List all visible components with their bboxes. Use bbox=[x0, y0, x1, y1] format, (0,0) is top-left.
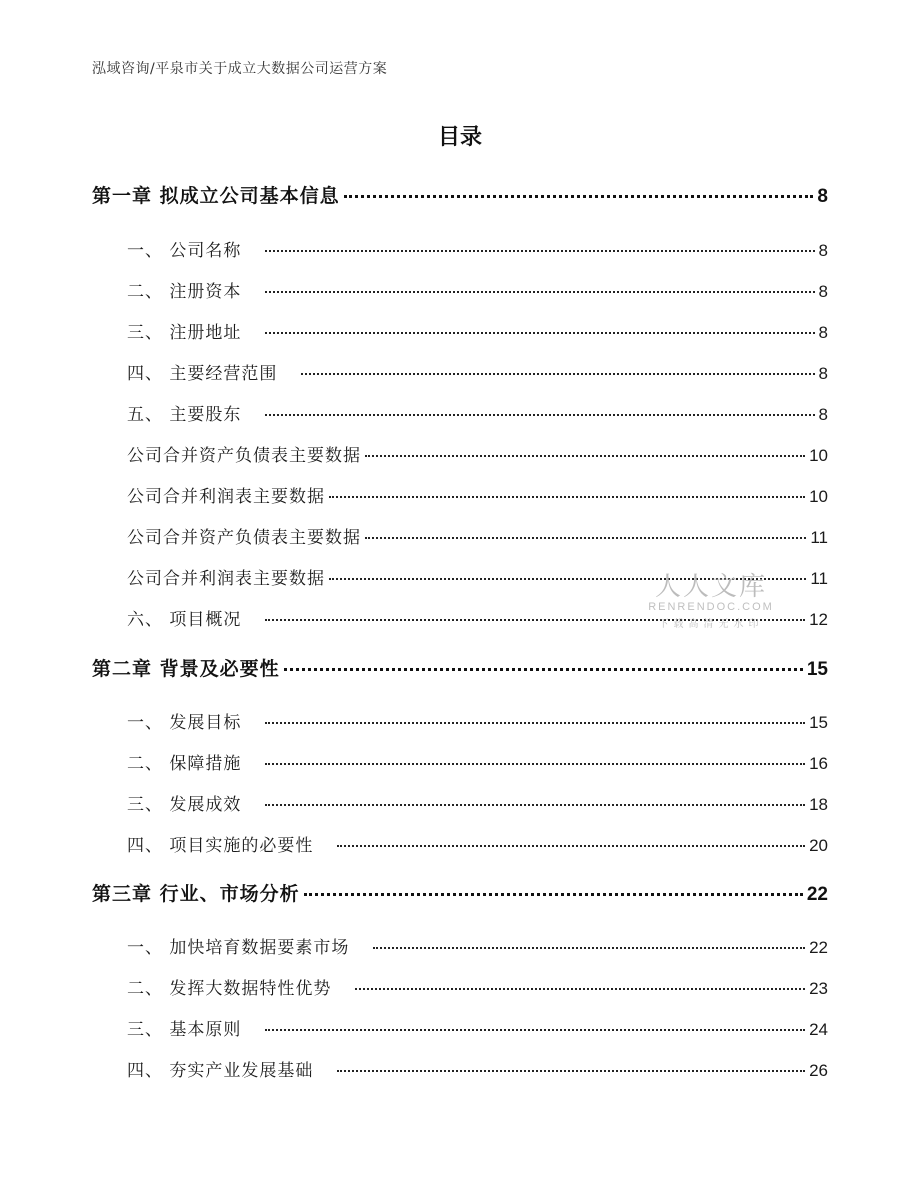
toc-item[interactable] bbox=[127, 831, 828, 856]
toc-item-label: 四、 项目实施的必要性 bbox=[127, 836, 314, 856]
toc-item-label: 二、 保障措施 bbox=[127, 754, 242, 774]
toc-leader-dots bbox=[337, 1070, 805, 1072]
toc-item-label: 一、 发展目标 bbox=[127, 713, 242, 733]
toc-page-number: 16 bbox=[809, 754, 828, 773]
toc-item-label: 六、 项目概况 bbox=[127, 610, 242, 630]
toc-item-label: 公司合并资产负债表主要数据 bbox=[127, 528, 361, 548]
toc-leader-dots bbox=[265, 804, 805, 806]
toc-leader-dots bbox=[365, 537, 806, 539]
toc-chapter-2[interactable] bbox=[92, 654, 828, 681]
toc-item[interactable] bbox=[127, 400, 828, 425]
toc-item[interactable] bbox=[127, 749, 828, 774]
toc-item-label: 公司合并利润表主要数据 bbox=[127, 487, 325, 507]
toc-page-number: 15 bbox=[809, 713, 828, 732]
toc-item[interactable] bbox=[127, 482, 828, 507]
toc-leader-dots bbox=[373, 947, 805, 949]
toc-chapter-title: 第一章 拟成立公司基本信息 bbox=[92, 185, 340, 207]
watermark-slogan: 下载高清无水印 bbox=[658, 619, 764, 630]
toc-item[interactable] bbox=[127, 1056, 828, 1081]
toc-page-number: 22 bbox=[809, 938, 828, 957]
toc-item[interactable] bbox=[127, 441, 828, 466]
toc-page-number: 23 bbox=[809, 979, 828, 998]
toc-page-number: 11 bbox=[810, 528, 828, 547]
toc-page-number: 10 bbox=[809, 487, 828, 506]
toc-item[interactable] bbox=[127, 523, 828, 548]
toc-page-number: 8 bbox=[818, 364, 828, 383]
toc-item-label: 公司合并资产负债表主要数据 bbox=[127, 446, 361, 466]
toc-chapter-1[interactable] bbox=[92, 181, 828, 208]
toc-page-number: 8 bbox=[818, 241, 828, 260]
toc-item-label: 四、 主要经营范围 bbox=[127, 364, 278, 384]
toc-leader-dots bbox=[265, 250, 814, 252]
toc-item-label: 五、 主要股东 bbox=[127, 405, 242, 425]
toc-leader-dots bbox=[329, 496, 805, 498]
toc-item[interactable] bbox=[127, 1015, 828, 1040]
toc-item-label: 三、 发展成效 bbox=[127, 795, 242, 815]
toc-leader-dots bbox=[337, 845, 805, 847]
toc-item[interactable] bbox=[127, 318, 828, 343]
toc-item[interactable] bbox=[127, 933, 828, 958]
toc-leader-dots bbox=[265, 291, 814, 293]
toc-item-label: 三、 注册地址 bbox=[127, 323, 242, 343]
toc-leader-dots bbox=[365, 455, 805, 457]
watermark bbox=[648, 566, 774, 630]
toc-item-label: 一、 加快培育数据要素市场 bbox=[127, 938, 350, 958]
toc-page-number: 8 bbox=[818, 323, 828, 342]
toc-leader-dots bbox=[284, 668, 803, 671]
toc-chapter-title: 第二章 背景及必要性 bbox=[92, 658, 280, 680]
toc-page-number: 15 bbox=[806, 659, 828, 680]
toc-item-label: 公司合并利润表主要数据 bbox=[127, 569, 325, 589]
toc-item-label: 二、 发挥大数据特性优势 bbox=[127, 979, 332, 999]
toc-item-label: 二、 注册资本 bbox=[127, 282, 242, 302]
toc-leader-dots bbox=[265, 1029, 805, 1031]
page-header: 泓域咨询/平泉市关于成立大数据公司运营方案 bbox=[92, 61, 388, 77]
toc-page-number: 8 bbox=[818, 282, 828, 301]
toc-leader-dots bbox=[344, 195, 814, 198]
toc-page-number: 8 bbox=[817, 186, 828, 207]
toc-page-number: 20 bbox=[809, 836, 828, 855]
toc-item-label: 三、 基本原则 bbox=[127, 1020, 242, 1040]
watermark-title: 人人文库 bbox=[654, 572, 767, 602]
toc-leader-dots bbox=[265, 763, 805, 765]
toc-page-number: 22 bbox=[806, 884, 828, 905]
toc-item-label: 一、 公司名称 bbox=[127, 241, 242, 261]
toc-item[interactable] bbox=[127, 974, 828, 999]
toc-leader-dots bbox=[265, 332, 814, 334]
toc-chapter-3[interactable] bbox=[92, 879, 828, 906]
toc-page-number: 24 bbox=[809, 1020, 828, 1039]
toc-title: 目录 bbox=[437, 125, 482, 150]
toc-page-number: 12 bbox=[809, 610, 828, 629]
toc-item[interactable] bbox=[127, 359, 828, 384]
toc-chapter-title: 第三章 行业、市场分析 bbox=[92, 883, 300, 905]
toc-item[interactable] bbox=[127, 236, 828, 261]
toc-page-number: 26 bbox=[809, 1061, 828, 1080]
toc-leader-dots bbox=[355, 988, 805, 990]
toc-item[interactable] bbox=[127, 790, 828, 815]
toc-leader-dots bbox=[304, 893, 803, 896]
toc-leader-dots bbox=[265, 414, 814, 416]
toc-page-number: 8 bbox=[818, 405, 828, 424]
toc-page-number: 11 bbox=[810, 569, 828, 588]
toc-leader-dots bbox=[301, 373, 814, 375]
toc-item[interactable] bbox=[127, 708, 828, 733]
watermark-domain: RENRENDOC.COM bbox=[648, 601, 774, 613]
toc-item[interactable] bbox=[127, 277, 828, 302]
toc-item-label: 四、 夯实产业发展基础 bbox=[127, 1061, 314, 1081]
toc-page-number: 18 bbox=[809, 795, 828, 814]
toc-leader-dots bbox=[265, 722, 805, 724]
toc-page-number: 10 bbox=[809, 446, 828, 465]
